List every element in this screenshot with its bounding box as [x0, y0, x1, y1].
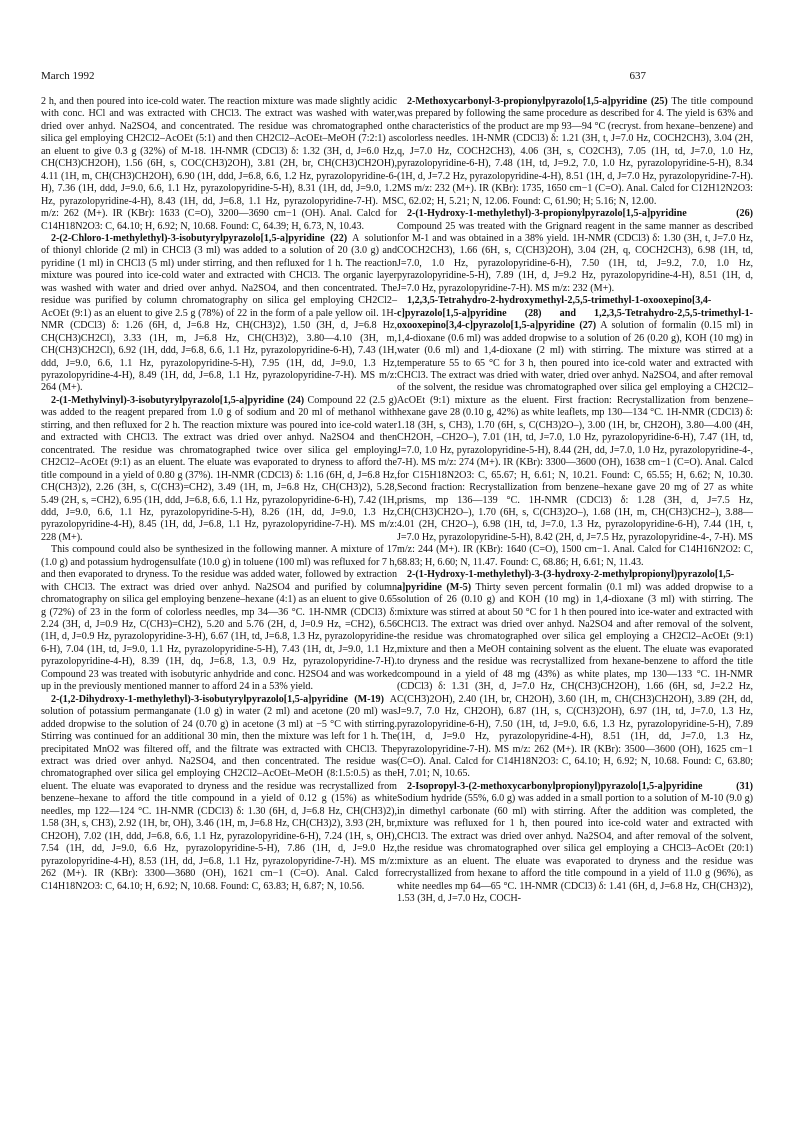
paragraph-text: Compound 25 was treated with the Grignard reagent in the same manner as described for M-1 and was obtained in a 38% yield. 1H-NMR (CDCl3) δ: 1.30 (3H, t, J=7.0 Hz, COCH2CH3), 1.66 (6H, s, C(CH3)2OH), 3.04 (2H, q, COCH2CH3), 6.98 (1H, td, J=7.0, 1.0 Hz, pyrazolopyridine-6-H), 7.50 (1H, td, J=9.2, 7.0, 1.0 Hz, pyrazolopyridine-5-H), 7.89 (1H, d, J=9.2 Hz, pyrazolopyridine-4-H), 8.51 (1H, d, J=7.0 Hz, pyrazolopyridine-7-H). MS m/z: 232 (M+). — [397, 220, 753, 294]
compound-heading: 1,2,3,5-Tetrahydro-2-hydroxymethyl-2,5,5-trimethyl-1-oxooxepino[3,4-c]pyrazolo[1,5-a]pyridine (28) and 1,2,3,5-Tetrahydro-2,5,5-trimethyl-1-oxooxepino[3,4-c]pyrazolo[1,5-a]pyridine (27) — [397, 295, 753, 332]
paragraph — [397, 781, 753, 906]
compound-heading: 2-Isopropyl-3-(2-methoxycarbonylpropionyl)pyrazolo[1,5-a]pyridine (31) — [407, 780, 753, 792]
compound-heading: 2-(2-Chloro-1-methylethyl)-3-isobutyrylpyrazolo[1,5-a]pyridine (22) — [51, 232, 348, 244]
paragraph-text: Compound 22 (2.5 g) was added to the reagent prepared from 1.0 g of sodium and 20 ml of methanol with stirring, and then refluxed for 2 h. The reaction mixture was poured into ice-cold water and extracted with CHCl3. The extract was dried over anhyd. Na2SO4 and then concentrated. The residue was chromatographed twice over silica gel employing CH2Cl2–AcOEt (9:1) as an eluent. The eluate was evaporated to dryness to afford the title compound in a yield of 0.80 g (37%). 1H-NMR (CDCl3) δ: 1.16 (6H, d, J=6.8 Hz, CH(CH3)2), 2.26 (3H, s, C(CH3)=CH2), 3.49 (1H, m, J=6.8 Hz, CH(CH3)2), 5.28, 5.49 (2H, s, =CH2), 6.95 (1H, ddd, J=6.8, 6.6, 1.1 Hz, pyrazolopyridine-6-H), 7.42 (1H, ddd, J=9.0, 6.6, 1.1 Hz, pyrazolopyridine-5-H), 8.26 (1H, dd, J=9.0, 1.3 Hz, pyrazolopyridine-4-H), 8.45 (1H, dd, J=6.8, 1.1 Hz, pyrazolopyridine-7-H). MS m/z: 228 (M+). — [41, 394, 397, 543]
paragraph — [397, 96, 753, 208]
paragraph — [41, 544, 397, 693]
paragraph-text: Thirty seven percent formalin (0.1 ml) was added dropwise to a solution of 26 (0.10 g) and KOH (10 mg) in 1,4-dioxane (3 ml) with stirring. The mixture was stirred at about 50 °C for 1 h then poured into ice-water and extracted with CHCl3. The extract was dried over anhyd. Na2SO4 and after removal of the solvent, the residue was chromatographed over silica gel employing a CH2Cl2–AcOEt (9:1) mixture and then a MeOH containing solvent as the eluent. The eluate was evaporated to dryness and the residue was recrystallized from hexane-benzene to afford the title compound in a yield of 48 mg (43%) as white plates, mp 130—133 °C. 1H-NMR (CDCl3) δ: 1.31 (3H, d, J=7.0 Hz, CH(CH3)CH2OH), 1.66 (6H, sd, J=2.2 Hz, C(CH3)2OH), 2.40 (1H, br, CH2OH), 3.60 (1H, m, CH(CH3)CH2OH), 3.89 (2H, dd, J=9.7, 7.0 Hz, CH2OH), 6.87 (1H, s, C(CH3)2OH), 6.97 (1H, td, J=7.0, 1.3 Hz, pyrazolopyridine-6-H), 7.50 (1H, td, J=9.0, 6.6, 1.3 Hz, pyrazolopyridine-5-H), 7.89 (1H, d, J=9.0 Hz, pyrazolopyridine-4-H), 8.51 (1H, dd, J=7.0, 1.3 Hz, pyrazolopyridine-7-H). MS m/z: 262 (M+). IR (KBr): 3500—3600 (OH), 1625 cm−1 (C=O). Anal. Calcd for C14H18N2O3: C, 64.10; H, 6.92; N, 10.68. Found: C, 63.80; H, 7.01; N, 10.65. — [397, 581, 754, 780]
paragraph — [397, 208, 753, 295]
paragraph-text: A solution of formalin (0.15 ml) in 1,4-dioxane (0.6 ml) was added dropwise to a solution of 26 (0.20 g), KOH (10 mg) in water (0.6 ml) and 1,4-dioxane (2 ml) with stirring. The mixture was stirred at a temperature 55 to 65 °C for 3 h, then poured into ice-cold water and extracted with CHCl3. The extract was dried with water, dried over anhyd. Na2SO4, and after removal of the solvent, the residue was chromatographed over silica gel employing a CH2Cl2–AcOEt (9:1) mixture as the eluent. First fraction: Recrystallization from benzene–hexane gave 28 (0.10 g, 42%) as white leaflets, mp 130—134 °C. 1H-NMR (CDCl3) δ: 1.18 (3H, s, CH3), 1.70 (6H, s, C(CH3)2O–), 3.00 (1H, br, CH2OH), 3.80—4.00 (4H, CH2OH, –CH2O–), 7.01 (1H, td, J=7.0, 1.0 Hz, pyrazolopyridine-6-H), 7.47 (1H, td, J=7.0, 1.0 Hz, pyrazolopyridine-5-H), 8.44 (2H, dd, J=7.0, 1.0 Hz, pyrazolopyridine-4-, 7-H). MS m/z: 274 (M+). IR (KBr): 3300—3600 (OH), 1638 cm−1 (C=O). Anal. Calcd for C15H18N2O3: C, 65.67; H, 6.61; N, 10.21. Found: C, 65.55; H, 6.62; N, 10.30. Second fraction: Recrystallization from benzene–hexane gave 20 mg of 27 as white prisms, mp 136—139 °C. 1H-NMR (CDCl3) δ: 1.28 (3H, d, J=7.5 Hz, CH(CH3)CH2O–), 1.70 (6H, s, C(CH3)2O–), 1.68 (1H, m, CH(CH3)CH2–), 3.88—4.01 (2H, CH2O–), 6.98 (1H, td, J=7.0, 1.3 Hz, pyrazolopyridine-6-H), 7.44 (1H, t, J=7.0 Hz, pyrazolopyridine-5-H), 8.42 (2H, d, J=7.5 Hz, pyrazolopyridine-4-, 7-H). MS m/z: 244 (M+). IR (KBr): 1640 (C=O), 1500 cm−1. Anal. Calcd for C14H16N2O2: C, 68.83; H, 6.60; N, 11.47. Found: C, 68.86; H, 6.61; N, 11.43. — [397, 320, 753, 568]
paragraph — [41, 395, 397, 544]
paragraph — [397, 569, 753, 781]
paragraph-text: Sodium hydride (55%, 6.0 g) was added in a small portion to a solution of M-10 (9.0 g) in dimethyl carbonate (60 ml) with stirring. After the addition was completed, the mixture was refluxed for 1 h, then poured into ice-cold water and extracted with CHCl3. The extract was dried over anhyd. Na2SO4, and after removal of the solvent, the residue was chromatographed over silica gel employing a CHCl3–AcOEt (20:1) mixture as an eluent. The eluate was evaporated to dryness and the residue was recrystallized from hexane to afford the title compound in a yield of 11.0 g (96%), as white needles mp 64—65 °C. 1H-NMR (CDCl3) δ: 1.41 (6H, d, J=6.8 Hz, CH(CH3)2), 1.53 (3H, d, J=7.0 Hz, COCH- — [397, 793, 753, 904]
left-column — [41, 96, 397, 893]
paragraph — [41, 694, 397, 893]
paragraph-text: A solution of thionyl chloride (2 ml) in CHCl3 (3 ml) was added to a solution of 20 (3.0 g) and pyridine (1 ml) in CHCl3 (5 ml) under stirring, and then refluxed for 1 h. The reaction mixture was poured into ice-cold water and extracted with CHCl3. The organic layer was washed with water and dried over anhyd. Na2SO4, and then concentrated. The residue was purified by column chromatography on silica gel employing CH2Cl2–AcOEt (9:1) as an eluent to give 2.5 g (78%) of 22 in the form of a pale yellow oil. 1H-NMR (CDCl3) δ: 1.26 (6H, d, J=6.8 Hz, CH(CH3)2), 1.50 (3H, d, J=6.8 Hz, CH(CH3)CH2Cl), 3.33 (1H, m, J=6.8 Hz, CH(CH3)2), 3.80—4.10 (3H, m, CH(CH3)CH2Cl), 6.92 (1H, ddd, J=6.8, 6.6, 1.1 Hz, pyrazolopyridine-6-H), 7.43 (1H, ddd, J=9.0, 6.6, 1.1 Hz, pyrazolopyridine-5-H), 7.95 (1H, dd, J=9.0, 1.3 Hz, pyrazolopyridine-4-H), 8.49 (1H, dd, J=6.8, 1.1 Hz, pyrazolopyridine-7-H). MS m/z: 264 (M+). — [41, 232, 397, 394]
running-header-date: March 1992 — [41, 70, 95, 82]
compound-heading: 2-(1-Hydroxy-1-methylethyl)-3-propionylpyrazolo[1,5-a]pyridine (26) — [407, 208, 753, 220]
paragraph-text: A solution of potassium permanganate (1.0 g) in water (2 ml) and acetone (20 ml) was added dropwise to the solution of 24 (0.70 g) in acetone (3 ml) at −5 °C with stirring. Stirring was continued for an additional 30 min, then the mixture was left for 1 h. The precipitated MnO2 was filtered off, and the filtrate was extracted with CHCl3. The extract was dried over anhyd. Na2SO4, and then concentrated. The residue was chromatographed over silica gel employing CH2Cl2–AcOEt–MeOH (8:1.5:0.5) as the eluent. The eluate was evaporated to dryness and the residue was recrystallized from benzene–hexane to afford the title compound in a yield of 0.12 g (15%) as white needles, mp 122—124 °C. 1H-NMR (CDCl3) δ: 1.30 (6H, d, J=6.8 Hz, CH(CH3)2), 1.58 (3H, s, CH3), 2.92 (1H, br, OH), 3.46 (1H, m, J=6.8 Hz, CH(CH3)2), 3.93 (2H, br, CH2OH), 7.02 (1H, ddd, J=6.8, 6.6, 1.1 Hz, pyrazolopyridine-6-H), 7.24 (1H, s, OH), 7.54 (1H, dd, J=9.0, 6.6 Hz, pyrazolopyridine-5-H), 7.86 (1H, d, J=9.0 Hz, pyrazolopyridine-4-H), 8.53 (1H, dd, J=6.8, 1.1 Hz, pyrazolopyridine-7-H). MS m/z: 262 (M+). IR (KBr): 3300—3680 (OH), 1621 cm−1 (C=O). Anal. Calcd for C14H18N2O3: C, 64.10; H, 6.92; N, 10.68. Found: C, 63.83; H, 6.87; N, 10.56. — [41, 693, 397, 892]
paragraph-text: This compound could also be synthesized in the following manner. A mixture of 17 (1.0 g) and potassium hydrogensulfate (10.0 g) in toluene (100 ml) was refluxed for 7 h, and then evaporated to dryness. To the residue was added water, followed by extraction with CHCl3. The extract was dried over anhyd. Na2SO4 and purified by column chromatography on silica gel employing benzene–hexane (4:1) as an eluent to give 0.65 g (72%) of 23 in the form of colorless needles, mp 34—36 °C. 1H-NMR (CDCl3) δ: 2.24 (3H, d, J=0.9 Hz, C(CH3)=CH2), 5.20 and 5.76 (2H, d, J=0.9 Hz, =CH2), 6.56 (1H, d, J=0.9 Hz, pyrazolopyridine-3-H), 6.67 (1H, td, J=6.8, 1.3 Hz, pyrazolopyridine-6-H), 7.04 (1H, td, J=9.0, 1.1 Hz, pyrazolopyridine-5-H), 7.43 (1H, dt, J=9.0, 1.1 Hz, pyrazolopyridine-4-H), 8.39 (1H, dq, J=6.8, 1.3, 0.9 Hz, pyrazolopyridine-7-H). Compound 23 was treated with isobutyric anhydride and conc. H2SO4 and was worked up in the previously mentioned manner to afford 24 in a 53% yield. — [41, 544, 398, 693]
compound-heading: 2-(1-Hydroxy-1-methylethyl)-3-(3-hydroxy-2-methylpropionyl)pyrazolo[1,5-a]pyridine (M-5) — [397, 569, 735, 593]
paragraph-text: 2 h, and then poured into ice-cold water. The reaction mixture was made slightly acidic with conc. HCl and was extracted with CHCl3. The extract was washed with water, dried over anhyd. Na2SO4, and concentrated. The residue was chromatographed on silica gel employing CH2Cl2–AcOEt (5:1) and then CH2Cl2–AcOEt–MeOH (7:2:1) as an eluent to give 0.3 g (32%) of M-18. 1H-NMR (CDCl3) δ: 1.32 (3H, d, J=6.0 Hz, CH(CH3)CH2OH), 1.56 (6H, s, COC(CH3)2OH), 3.81 (2H, br, CH(CH3)CH2OH), 4.11 (1H, m, CH(CH3)CH2OH), 6.90 (1H, ddd, J=6.8, 6.6, 1.2 Hz, pyrazolopyridine-6-H), 7.36 (1H, ddd, J=9.0, 6.6, 1.1 Hz, pyrazolopyridine-5-H), 8.31 (1H, dd, J=9.0, 1.2 Hz, pyrazolopyridine-4-H), 8.43 (1H, dd, J=6.8, 1.1 Hz, pyrazolopyridine-7-H). MS m/z: 262 (M+). IR (KBr): 1633 (C=O), 3200—3690 cm−1 (OH). Anal. Calcd for C14H18N2O3: C, 64.10; H, 6.92; N, 10.68. Found: C, 64.39; H, 6.73, N, 10.43. — [41, 96, 397, 232]
compound-heading: 2-(1-Methylvinyl)-3-isobutyrylpyrazolo[1,5-a]pyridine (24) — [51, 394, 305, 406]
right-column — [397, 96, 753, 905]
paragraph — [397, 295, 753, 569]
paragraph — [41, 96, 397, 233]
compound-heading: 2-(1,2-Dihydroxy-1-methylethyl)-3-isobutyrylpyrazolo[1,5-a]pyridine (M-19) — [51, 693, 384, 705]
page-number: 637 — [629, 70, 646, 82]
compound-heading: 2-Methoxycarbonyl-3-propionylpyrazolo[1,5-a]pyridine (25) — [407, 96, 668, 107]
paragraph — [41, 233, 397, 395]
paragraph-text: The title compound was prepared by following the same procedure as described for 4. The yield is 63% and the characteristics of the product are mp 93—94 °C (recryst. from hexane–benzene) and colorless needles. 1H-NMR (CDCl3) δ: 1.21 (3H, t, J=7.0 Hz, COCH2CH3), 3.04 (2H, q, J=7.0 Hz, COCH2CH3), 4.06 (3H, s, CO2CH3), 7.05 (1H, td, J=7.0, 1.0 Hz, pyrazolopyridine-6-H), 7.48 (1H, td, J=9.2, 7.0, 1.0 Hz, pyrazolopyridine-5-H), 8.34 (1H, d, J=7.2 Hz, pyrazolopyridine-4-H), 8.51 (1H, d, J=7.0 Hz, pyrazolopyridine-7-H). MS m/z: 232 (M+). IR (KBr): 1735, 1650 cm−1 (C=O). Anal. Calcd for C12H12N2O3: C, 62.02; H, 5.21; N, 12.06. Found: C, 61.90; H; 5.16; N, 12.00. — [397, 96, 754, 207]
